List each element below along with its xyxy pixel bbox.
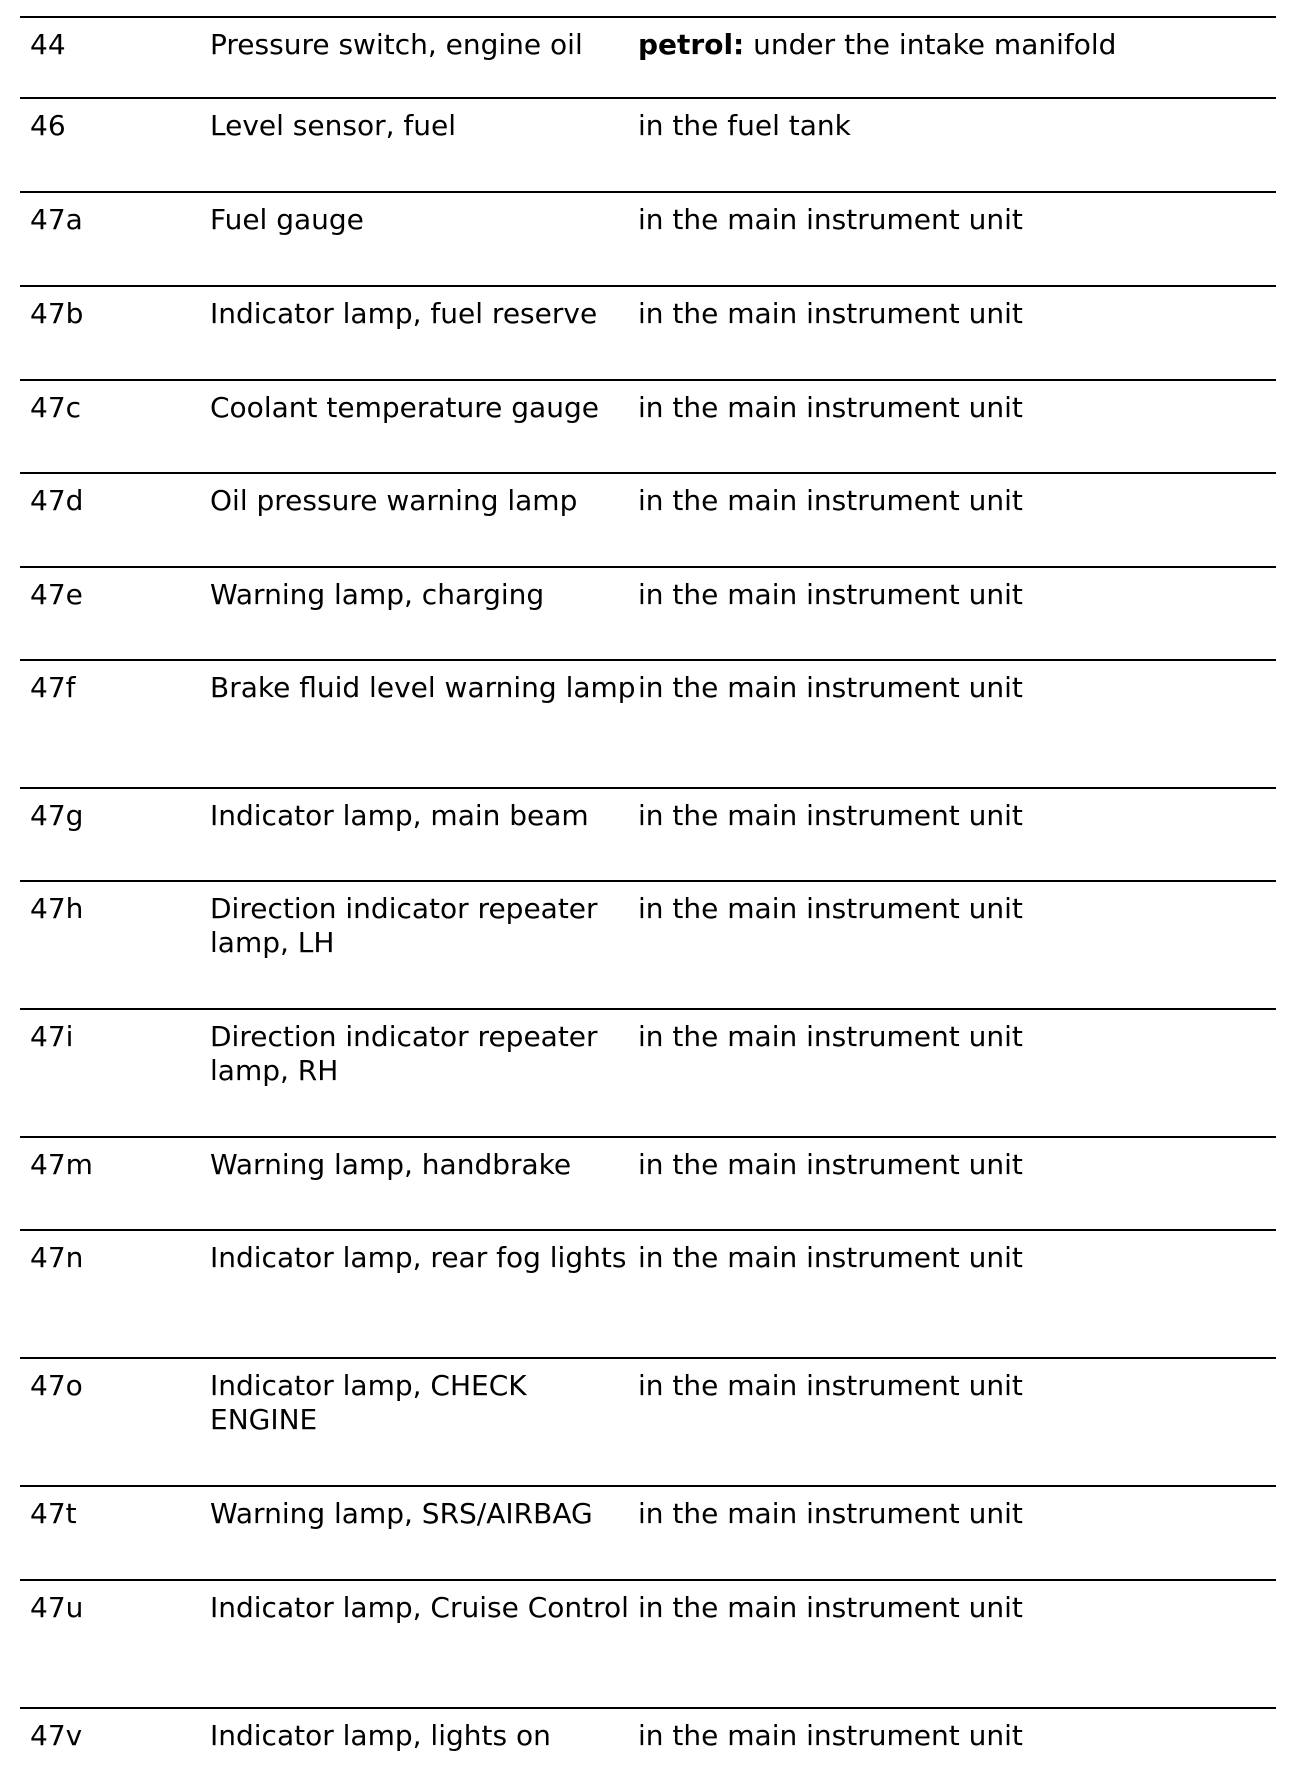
component-cell: Indicator lamp, Cruise Control: [210, 1591, 629, 1624]
code-cell: 47o: [30, 1369, 83, 1402]
component-cell: Warning lamp, handbrake: [210, 1148, 572, 1181]
code-cell: 47n: [30, 1241, 84, 1274]
component-cell: Indicator lamp, lights on: [210, 1719, 551, 1752]
table-row: [20, 99, 1276, 193]
code-cell: 47i: [30, 1020, 74, 1053]
component-location-table: [20, 16, 1276, 1789]
code-cell: 47f: [30, 671, 76, 704]
location-cell: in the main instrument unit: [638, 1497, 1023, 1530]
code-cell: 46: [30, 109, 66, 142]
table-row: [20, 18, 1276, 99]
component-cell: Fuel gauge: [210, 203, 364, 236]
location-cell: in the main instrument unit: [638, 484, 1023, 517]
code-cell: 47t: [30, 1497, 77, 1530]
location-cell: in the main instrument unit: [638, 391, 1023, 424]
location-cell: in the main instrument unit: [638, 1241, 1023, 1274]
component-cell: Direction indicator repeater lamp, LH: [210, 892, 598, 959]
component-cell: Brake fluid level warning lamp: [210, 671, 636, 704]
location-cell: in the main instrument unit: [638, 892, 1023, 925]
table-row: [20, 1581, 1276, 1709]
location-cell: in the main instrument unit: [638, 1719, 1023, 1752]
component-cell: Warning lamp, SRS/AIRBAG: [210, 1497, 593, 1530]
component-cell: Indicator lamp, CHECK ENGINE: [210, 1369, 527, 1436]
code-cell: 47b: [30, 297, 84, 330]
component-cell: Indicator lamp, rear fog lights: [210, 1241, 627, 1274]
location-cell: in the main instrument unit: [638, 1148, 1023, 1181]
table-row: [20, 474, 1276, 568]
location-text: under the intake manifold: [744, 28, 1117, 61]
location-cell: in the fuel tank: [638, 109, 851, 142]
code-cell: 47v: [30, 1719, 83, 1752]
table-row: [20, 1138, 1276, 1231]
location-cell: in the main instrument unit: [638, 799, 1023, 832]
table-row: [20, 193, 1276, 287]
table-row: [20, 789, 1276, 882]
table-row: [20, 1487, 1276, 1581]
code-cell: 47m: [30, 1148, 93, 1181]
location-cell: in the main instrument unit: [638, 1369, 1023, 1402]
component-cell: Indicator lamp, fuel reserve: [210, 297, 598, 330]
table-row: [20, 1709, 1276, 1789]
code-cell: 47u: [30, 1591, 84, 1624]
component-cell: Oil pressure warning lamp: [210, 484, 578, 517]
code-cell: 47c: [30, 391, 82, 424]
table-row: [20, 287, 1276, 381]
location-cell: in the main instrument unit: [638, 1591, 1023, 1624]
code-cell: 47g: [30, 799, 84, 832]
component-cell: Pressure switch, engine oil: [210, 28, 583, 61]
location-cell: [638, 18, 1276, 97]
table-row: [20, 661, 1276, 789]
table-row: [20, 1231, 1276, 1359]
table-row: [20, 1010, 1276, 1138]
code-cell: 47d: [30, 484, 84, 517]
component-cell: Direction indicator repeater lamp, RH: [210, 1020, 598, 1087]
location-prefix: petrol:: [638, 28, 745, 61]
location-cell: in the main instrument unit: [638, 203, 1023, 236]
component-cell: Indicator lamp, main beam: [210, 799, 589, 832]
location-cell: in the main instrument unit: [638, 1020, 1023, 1053]
code-cell: 47a: [30, 203, 83, 236]
location-cell: in the main instrument unit: [638, 671, 1023, 704]
component-cell: Coolant temperature gauge: [210, 391, 599, 424]
component-cell: Warning lamp, charging: [210, 578, 545, 611]
code-cell: 47h: [30, 892, 84, 925]
table-row: [20, 1359, 1276, 1487]
location-cell: in the main instrument unit: [638, 297, 1023, 330]
code-cell: 44: [30, 28, 66, 61]
component-cell: Level sensor, fuel: [210, 109, 457, 142]
location-cell: in the main instrument unit: [638, 578, 1023, 611]
table-row: [20, 882, 1276, 1010]
code-cell: 47e: [30, 578, 83, 611]
table-row: [20, 568, 1276, 661]
table-row: [20, 381, 1276, 474]
